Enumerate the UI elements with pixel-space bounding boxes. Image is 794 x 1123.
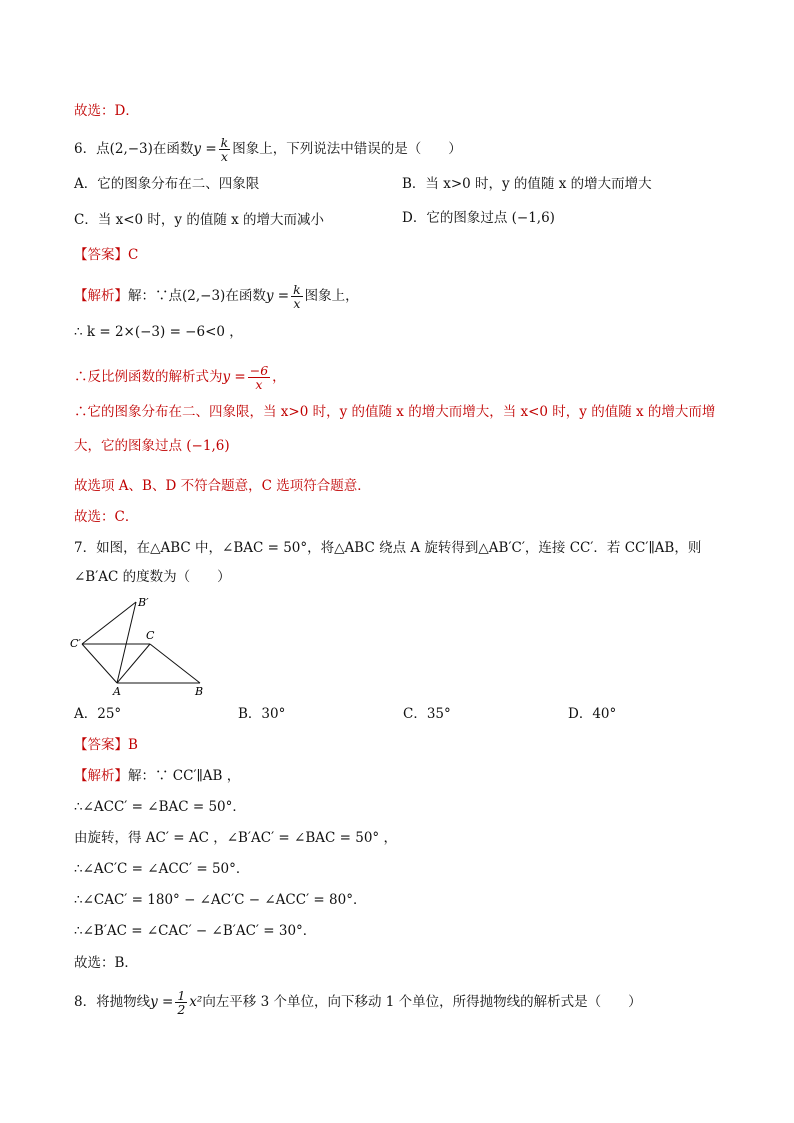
q6-option-c: C．当 x<0 时，y 的值随 x 的增大而减小 <box>74 212 325 228</box>
q7-answer-value: B <box>128 737 138 753</box>
q6-analysis-den: x <box>293 296 301 311</box>
q6-analysis-3-num: −6 <box>249 363 269 378</box>
q8-func-den: 2 <box>177 1002 186 1017</box>
q6-func-lhs: y = <box>193 141 217 157</box>
q6-analysis-3a: ∴反比例函数的解析式为 <box>74 369 223 385</box>
q6-fraction <box>219 136 231 163</box>
q6-stem-b: 在函数 <box>152 141 194 157</box>
q6-analysis-1c: 在函数 <box>225 288 266 304</box>
q8-stem-a: 8．将抛物线 <box>74 994 151 1010</box>
q6-option-a: A．它的图象分布在二、四象限 <box>74 176 260 192</box>
q6-number: 6． <box>74 141 97 157</box>
q6-func-den: x <box>220 149 228 164</box>
q6-analysis-label: 【解析】 <box>74 288 128 304</box>
q6-stem-a: 点 <box>96 141 110 157</box>
q6-option-d: D．它的图象过点 (−1,6) <box>402 210 555 226</box>
q6-stem-c: 图象上，下列说法中错误的是（ ） <box>232 141 462 157</box>
q6-analysis-3-end: ， <box>272 369 286 385</box>
q7-step-2: 由旋转，得 AC′ = AC ，∠B′AC′ = ∠BAC = 50° ， <box>74 830 397 846</box>
q7-step-3: ∴∠AC′C = ∠ACC′ = 50°． <box>74 861 250 877</box>
q7-option-b: B．30° <box>238 706 286 722</box>
q6-stem <box>74 136 462 163</box>
q6-analysis-2: ∴ k = 2×(−3) = −6<0 ， <box>74 324 243 340</box>
q8-func-num: 1 <box>177 988 186 1003</box>
q6-analysis-1b: (2,−3) <box>182 288 226 304</box>
q7-answer <box>74 735 138 755</box>
q7-stem-1: 7．如图，在△ABC 中，∠BAC = 50°，将△ABC 绕点 A 旋转得到△AB′C′，连接 CC′．若 CC′∥AB，则 <box>74 540 702 556</box>
q6-analysis-3 <box>74 364 286 391</box>
label-b-prime: B′ <box>138 596 149 609</box>
q6-analysis-5: 大，它的图象过点 (−1,6) <box>74 438 230 454</box>
label-c: C <box>146 629 155 642</box>
q7-option-a: A．25° <box>74 706 122 722</box>
q7-final: 故选：B． <box>74 955 138 971</box>
q6-conclusion: 故选项 A、B、D 不符合题意，C 选项符合题意． <box>74 478 371 494</box>
q7-stem-2: ∠B′AC 的度数为（ ） <box>74 569 231 585</box>
q6-analysis-1a: 解：∵点 <box>128 288 182 304</box>
q7-option-c: C．35° <box>403 706 451 722</box>
q6-func-num: k <box>220 135 229 150</box>
q6-option-b: B．当 x>0 时，y 的值随 x 的增大而增大 <box>402 176 652 192</box>
q7-answer-label: 【答案】 <box>74 737 128 753</box>
q7-analysis-1 <box>74 766 240 786</box>
q6-analysis-1 <box>74 283 359 310</box>
q8-func-tail: x² <box>189 994 203 1010</box>
q6-analysis-3-lhs: y = <box>222 369 246 385</box>
q6-final: 故选：C． <box>74 509 139 525</box>
q7-option-d: D．40° <box>568 706 617 722</box>
q6-answer-value: C <box>128 247 139 263</box>
prev-answer: 故选：D． <box>74 103 139 119</box>
segment-c-b <box>150 644 200 683</box>
q7-step-5: ∴∠B′AC = ∠CAC′ − ∠B′AC′ = 30°． <box>74 923 317 939</box>
q8-stem <box>74 989 642 1016</box>
q6-analysis-1d: 图象上， <box>304 288 359 304</box>
label-c-prime: C′ <box>70 637 81 650</box>
segment-cprime-a <box>82 644 117 683</box>
q8-fraction <box>175 989 187 1016</box>
q7-step-4: ∴∠CAC′ = 180° − ∠AC′C − ∠ACC′ = 80°． <box>74 892 367 908</box>
q7-step-0: 解：∵ CC′∥AB ， <box>128 768 241 784</box>
q6-analysis-num: k <box>293 282 301 297</box>
q7-step-1: ∴∠ACC′ = ∠BAC = 50°． <box>74 799 246 815</box>
q6-analysis-3-fraction <box>248 364 270 391</box>
q7-analysis-label: 【解析】 <box>74 768 128 784</box>
label-a: A <box>113 685 121 698</box>
q6-analysis-3-den: x <box>255 377 263 392</box>
q7-figure <box>70 592 220 700</box>
q6-point: (2,−3) <box>109 141 153 157</box>
q6-analysis-4: ∴它的图象分布在二、四象限，当 x>0 时，y 的值随 x 的增大而增大，当 x<0 时，y 的值随 x 的增大而增 <box>74 404 716 420</box>
label-b: B <box>195 685 204 698</box>
q6-analysis-func-lhs: y = <box>265 288 290 304</box>
q6-analysis-fraction <box>291 283 303 310</box>
q6-answer-label: 【答案】 <box>74 247 128 263</box>
q8-func-lhs: y = <box>150 994 174 1010</box>
q8-stem-b: 向左平移 3 个单位，向下移动 1 个单位，所得抛物线的解析式是（ ） <box>202 994 642 1010</box>
q6-answer <box>74 245 138 265</box>
